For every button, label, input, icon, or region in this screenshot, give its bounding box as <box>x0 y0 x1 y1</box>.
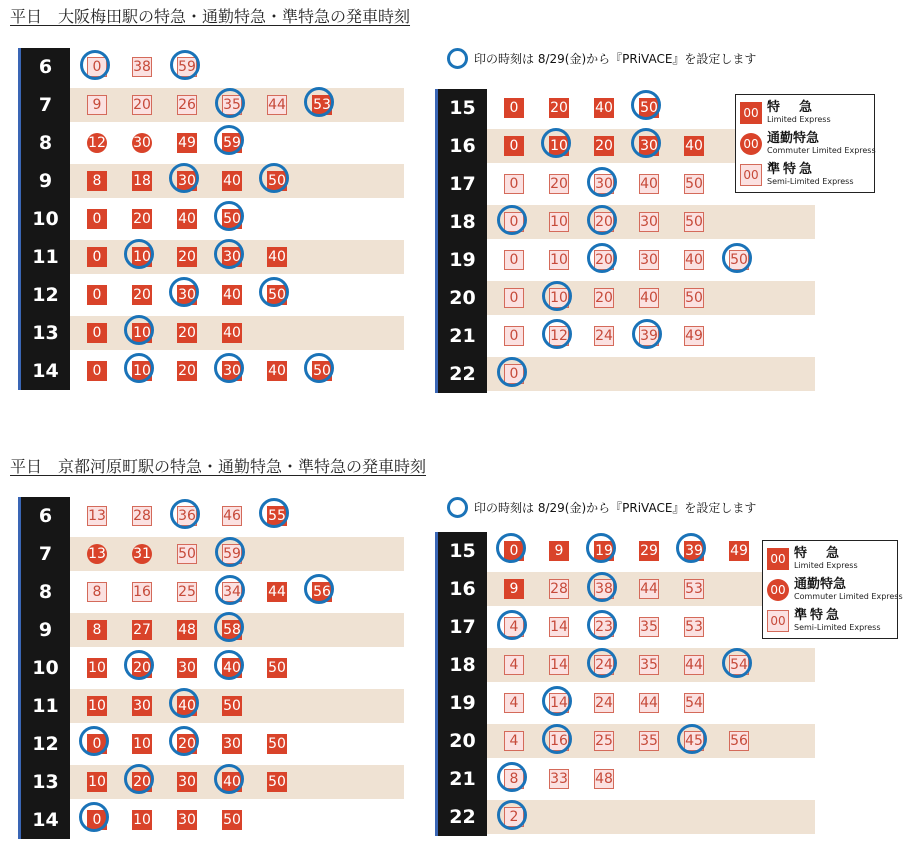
departure-minute: 0 <box>87 810 107 830</box>
legend-limited <box>740 97 870 128</box>
departure-minute: 20 <box>133 660 151 676</box>
departure-minute: 27 <box>133 622 151 638</box>
departure-minute: 40 <box>685 252 703 268</box>
departure-minute: 24 <box>595 328 613 344</box>
departure-minute: 35 <box>640 733 658 749</box>
departure-minute: 28 <box>133 508 151 524</box>
departure-minute: 25 <box>178 584 196 600</box>
departure-minute: 20 <box>133 97 151 113</box>
departure-minute: 0 <box>87 734 107 754</box>
departure-minute: 56 <box>313 584 331 600</box>
departure-minute: 50 <box>223 812 241 828</box>
hour-label: 18 <box>435 203 487 241</box>
departure-minute: 8 <box>87 620 107 640</box>
hour-label: 22 <box>435 798 487 836</box>
legend-label-en: Commuter Limited Express <box>767 146 876 155</box>
departure-minute: 50 <box>685 176 703 192</box>
departure-minute: 0 <box>504 288 524 308</box>
departure-minute: 9 <box>87 95 107 115</box>
departure-minute: 13 <box>88 508 106 524</box>
departure-minute: 30 <box>178 660 196 676</box>
departure-minute: 40 <box>223 325 241 341</box>
privace-note <box>447 48 756 69</box>
legend-label-en: Semi-Limited Express <box>767 177 854 186</box>
legend-label-en: Limited Express <box>794 561 858 570</box>
legend-label: 特 急 <box>794 546 843 561</box>
departure-minute: 24 <box>595 657 613 673</box>
departure-minute: 53 <box>313 97 331 113</box>
departure-minute: 20 <box>133 211 151 227</box>
departure-minute: 30 <box>133 698 151 714</box>
departure-minute: 10 <box>133 736 151 752</box>
hour-label: 10 <box>18 200 70 238</box>
departure-minute: 50 <box>730 252 748 268</box>
departure-minute: 33 <box>550 771 568 787</box>
departure-minute: 54 <box>685 695 703 711</box>
departure-minute: 0 <box>87 247 107 267</box>
departure-minute: 4 <box>504 617 524 637</box>
departure-minute: 40 <box>178 698 196 714</box>
semi-swatch: 00 <box>740 164 762 186</box>
departure-minute: 0 <box>504 212 524 232</box>
departure-minute: 44 <box>640 581 658 597</box>
hour-label: 11 <box>18 687 70 725</box>
departure-minute: 36 <box>178 508 196 524</box>
departure-minute: 30 <box>595 176 613 192</box>
hour-label: 20 <box>435 722 487 760</box>
commuter-swatch: 00 <box>740 133 762 155</box>
legend-semi <box>767 605 893 636</box>
departure-minute: 30 <box>640 214 658 230</box>
hour-label: 13 <box>18 314 70 352</box>
hour-label: 15 <box>435 89 487 127</box>
departure-minute: 0 <box>504 136 524 156</box>
departure-minute: 10 <box>133 325 151 341</box>
departure-minute: 20 <box>550 176 568 192</box>
departure-minute: 40 <box>640 290 658 306</box>
departure-minute: 53 <box>685 581 703 597</box>
departure-minute: 12 <box>550 328 568 344</box>
departure-minute: 40 <box>268 363 286 379</box>
legend-kawaramachi <box>762 540 903 639</box>
hour-label: 14 <box>18 352 70 390</box>
hour-label: 22 <box>435 355 487 393</box>
departure-minute: 18 <box>133 173 151 189</box>
departure-minute: 50 <box>268 736 286 752</box>
departure-minute: 0 <box>87 57 107 77</box>
departure-minute: 0 <box>504 364 524 384</box>
departure-minute: 0 <box>504 174 524 194</box>
departure-minute: 8 <box>87 582 107 602</box>
departure-minute: 31 <box>133 546 151 562</box>
departure-minute: 30 <box>178 287 196 303</box>
blue-ring-icon <box>447 497 468 518</box>
departure-minute: 49 <box>178 135 196 151</box>
commuter-swatch: 00 <box>767 579 789 601</box>
departure-minute: 0 <box>504 250 524 270</box>
departure-minute: 58 <box>223 622 241 638</box>
hour-label: 17 <box>435 165 487 203</box>
departure-minute: 20 <box>595 214 613 230</box>
departure-minute: 16 <box>133 584 151 600</box>
departure-minute: 50 <box>268 173 286 189</box>
departure-minute: 16 <box>550 733 568 749</box>
departure-minute: 40 <box>223 287 241 303</box>
departure-minute: 50 <box>268 287 286 303</box>
semi-swatch: 00 <box>767 610 789 632</box>
hour-label: 20 <box>435 279 487 317</box>
departure-minute: 50 <box>178 546 196 562</box>
hour-label: 10 <box>18 649 70 687</box>
departure-minute: 30 <box>223 363 241 379</box>
departure-minute: 14 <box>550 657 568 673</box>
departure-minute: 13 <box>88 546 106 562</box>
hour-label: 7 <box>18 535 70 573</box>
departure-minute: 50 <box>685 290 703 306</box>
departure-minute: 54 <box>730 657 748 673</box>
departure-minute: 45 <box>685 733 703 749</box>
departure-minute: 40 <box>223 173 241 189</box>
departure-minute: 14 <box>550 619 568 635</box>
departure-minute: 59 <box>223 546 241 562</box>
blue-ring-icon <box>447 48 468 69</box>
departure-minute: 0 <box>87 323 107 343</box>
hour-label: 6 <box>18 497 70 535</box>
hour-label: 8 <box>18 124 70 162</box>
departure-minute: 40 <box>268 249 286 265</box>
departure-minute: 40 <box>223 774 241 790</box>
legend-label: 通勤特急 <box>794 577 847 592</box>
departure-minute: 0 <box>504 98 524 118</box>
departure-minute: 30 <box>223 736 241 752</box>
hour-label: 8 <box>18 573 70 611</box>
departure-minute: 20 <box>178 325 196 341</box>
departure-minute: 0 <box>504 326 524 346</box>
hour-label: 12 <box>18 276 70 314</box>
departure-minute: 44 <box>685 657 703 673</box>
departure-minute: 20 <box>133 774 151 790</box>
departure-minute: 25 <box>595 733 613 749</box>
departure-minute: 30 <box>223 249 241 265</box>
departure-minute: 30 <box>178 173 196 189</box>
legend-semi <box>740 159 870 190</box>
departure-minute: 20 <box>550 100 568 116</box>
departure-minute: 30 <box>640 252 658 268</box>
departure-minute: 50 <box>268 660 286 676</box>
departure-minute: 50 <box>268 774 286 790</box>
departure-minute: 40 <box>640 176 658 192</box>
departure-minute: 10 <box>88 698 106 714</box>
legend-commuter <box>767 574 903 605</box>
privace-note <box>447 497 756 518</box>
legend-label: 準特急 <box>794 608 843 623</box>
row-band <box>487 357 815 391</box>
hour-label: 12 <box>18 725 70 763</box>
hour-label: 16 <box>435 127 487 165</box>
limited-swatch: 00 <box>740 102 762 124</box>
hour-label: 9 <box>18 611 70 649</box>
departure-minute: 50 <box>223 211 241 227</box>
hour-label: 11 <box>18 238 70 276</box>
departure-minute: 30 <box>178 812 196 828</box>
departure-minute: 48 <box>595 771 613 787</box>
departure-minute: 20 <box>178 363 196 379</box>
departure-minute: 50 <box>313 363 331 379</box>
departure-minute: 10 <box>550 252 568 268</box>
legend-label-en: Commuter Limited Express <box>794 592 903 601</box>
departure-minute: 10 <box>550 138 568 154</box>
departure-minute: 0 <box>87 361 107 381</box>
departure-minute: 38 <box>595 581 613 597</box>
departure-minute: 10 <box>550 290 568 306</box>
departure-minute: 44 <box>268 97 286 113</box>
section-title-umeda: 平日 大阪梅田駅の特急・通勤特急・準特急の発車時刻 <box>10 7 411 26</box>
legend-label-en: Limited Express <box>767 115 831 124</box>
departure-minute: 10 <box>133 363 151 379</box>
hour-label: 13 <box>18 763 70 801</box>
departure-minute: 30 <box>133 135 151 151</box>
hour-label: 6 <box>18 48 70 86</box>
departure-minute: 20 <box>178 249 196 265</box>
departure-minute: 35 <box>640 619 658 635</box>
departure-minute: 10 <box>88 660 106 676</box>
departure-minute: 28 <box>550 581 568 597</box>
departure-minute: 4 <box>504 655 524 675</box>
privace-note-text: 印の時刻は 8/29(金)から『PRiVACE』を設定します <box>474 52 757 66</box>
departure-minute: 9 <box>549 541 569 561</box>
hour-label: 15 <box>435 532 487 570</box>
row-band <box>487 800 815 834</box>
departure-minute: 0 <box>87 285 107 305</box>
departure-minute: 34 <box>223 584 241 600</box>
departure-minute: 10 <box>550 214 568 230</box>
hour-label: 16 <box>435 570 487 608</box>
hour-label: 19 <box>435 684 487 722</box>
departure-minute: 50 <box>640 100 658 116</box>
departure-minute: 20 <box>178 736 196 752</box>
departure-minute: 50 <box>223 698 241 714</box>
departure-minute: 44 <box>268 584 286 600</box>
departure-minute: 20 <box>595 138 613 154</box>
departure-minute: 20 <box>595 252 613 268</box>
hour-label: 9 <box>18 162 70 200</box>
departure-minute: 35 <box>640 657 658 673</box>
departure-minute: 40 <box>595 100 613 116</box>
departure-minute: 56 <box>730 733 748 749</box>
departure-minute: 39 <box>685 543 703 559</box>
limited-swatch: 00 <box>767 548 789 570</box>
departure-minute: 2 <box>504 807 524 827</box>
departure-minute: 20 <box>595 290 613 306</box>
departure-minute: 12 <box>88 135 106 151</box>
hour-label: 18 <box>435 646 487 684</box>
departure-minute: 55 <box>268 508 286 524</box>
departure-minute: 30 <box>178 774 196 790</box>
departure-minute: 0 <box>87 209 107 229</box>
privace-note-text: 印の時刻は 8/29(金)から『PRiVACE』を設定します <box>474 501 757 515</box>
departure-minute: 26 <box>178 97 196 113</box>
departure-minute: 46 <box>223 508 241 524</box>
departure-minute: 14 <box>550 695 568 711</box>
legend-limited <box>767 543 893 574</box>
departure-minute: 23 <box>595 619 613 635</box>
hour-label: 21 <box>435 760 487 798</box>
hour-label: 19 <box>435 241 487 279</box>
legend-label-en: Semi-Limited Express <box>794 623 881 632</box>
departure-minute: 10 <box>133 812 151 828</box>
departure-minute: 48 <box>178 622 196 638</box>
legend-umeda <box>735 94 875 193</box>
departure-minute: 24 <box>595 695 613 711</box>
departure-minute: 40 <box>178 211 196 227</box>
departure-minute: 39 <box>640 328 658 344</box>
departure-minute: 35 <box>223 97 241 113</box>
departure-minute: 40 <box>223 660 241 676</box>
departure-minute: 50 <box>685 214 703 230</box>
departure-minute: 20 <box>133 287 151 303</box>
departure-minute: 40 <box>685 138 703 154</box>
departure-minute: 4 <box>504 731 524 751</box>
departure-minute: 19 <box>595 543 613 559</box>
legend-label: 特 急 <box>767 100 816 115</box>
departure-minute: 49 <box>685 328 703 344</box>
hour-label: 21 <box>435 317 487 355</box>
departure-minute: 8 <box>87 171 107 191</box>
hour-label: 14 <box>18 801 70 839</box>
departure-minute: 10 <box>133 249 151 265</box>
departure-minute: 8 <box>504 769 524 789</box>
departure-minute: 29 <box>640 543 658 559</box>
departure-minute: 10 <box>88 774 106 790</box>
departure-minute: 44 <box>640 695 658 711</box>
departure-minute: 9 <box>504 579 524 599</box>
departure-minute: 53 <box>685 619 703 635</box>
departure-minute: 0 <box>504 541 524 561</box>
departure-minute: 59 <box>178 59 196 75</box>
departure-minute: 30 <box>640 138 658 154</box>
section-title-kawaramachi: 平日 京都河原町駅の特急・通勤特急・準特急の発車時刻 <box>10 457 427 476</box>
departure-minute: 38 <box>133 59 151 75</box>
departure-minute: 59 <box>223 135 241 151</box>
legend-commuter <box>740 128 876 159</box>
departure-minute: 49 <box>730 543 748 559</box>
legend-label: 準特急 <box>767 162 816 177</box>
legend-label: 通勤特急 <box>767 131 820 146</box>
hour-label: 17 <box>435 608 487 646</box>
hour-label: 7 <box>18 86 70 124</box>
departure-minute: 4 <box>504 693 524 713</box>
